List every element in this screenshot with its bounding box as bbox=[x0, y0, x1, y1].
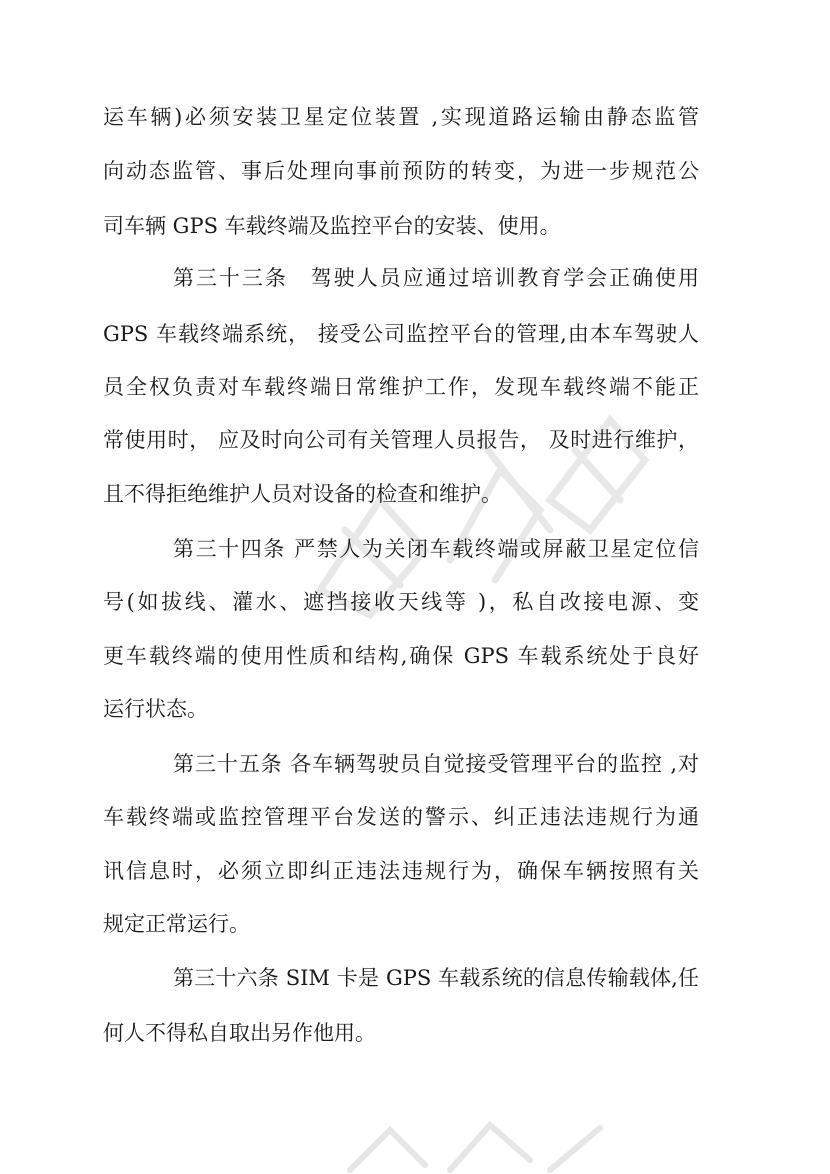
text-line-16: 规定正常运行。 bbox=[103, 912, 250, 936]
text-line-7: 常使用时， 应及时向公司有关管理人员报告， 及时进行维护， bbox=[103, 428, 699, 452]
article-33-first-line: 第三十三条 驾驶人员应通过培训教育学会正确使用 bbox=[173, 266, 699, 290]
article-34-first-line: 第三十四条 严禁人为关闭车载终端或屏蔽卫星定位信 bbox=[173, 537, 699, 561]
text-line-14: 车载终端或监控管理平台发送的警示、纠正违法违规行为通 bbox=[103, 805, 699, 829]
text-line-12: 运行状态。 bbox=[103, 697, 208, 721]
text-line-3: 司车辆 GPS 车载终端及监控平台的安装、使用。 bbox=[103, 214, 561, 238]
watermark-graphic-bottom bbox=[330, 1110, 630, 1174]
article-35-first-line: 第三十五条 各车辆驾驶员自觉接受管理平台的监控 ,对 bbox=[173, 752, 699, 776]
article-36-first-line: 第三十六条 SIM 卡是 GPS 车载系统的信息传输载体,任 bbox=[173, 966, 699, 990]
text-line-6: 员全权负责对车载终端日常维护工作，发现车载终端不能正 bbox=[103, 375, 699, 399]
text-line-2: 向动态监管、事后处理向事前预防的转变，为进一步规范公 bbox=[103, 159, 699, 183]
text-line-10: 号(如拔线、灌水、遮挡接收天线等 )，私自改接电源、变 bbox=[103, 590, 699, 614]
text-line-15: 讯信息时，必须立即纠正违法违规行为，确保车辆按照有关 bbox=[103, 859, 699, 883]
text-line-5: GPS 车载终端系统， 接受公司监控平台的管理,由本车驾驶人 bbox=[103, 322, 699, 346]
text-line-18: 何人不得私自取出另作他用。 bbox=[103, 1021, 376, 1045]
text-line-11: 更车载终端的使用性质和结构,确保 GPS 车载系统处于良好 bbox=[103, 644, 699, 668]
text-line-8: 且不得拒绝维护人员对设备的检查和维护。 bbox=[103, 482, 502, 506]
text-line-1: 运车辆)必须安装卫星定位装置 ,实现道路运输由静态监管 bbox=[103, 105, 699, 129]
